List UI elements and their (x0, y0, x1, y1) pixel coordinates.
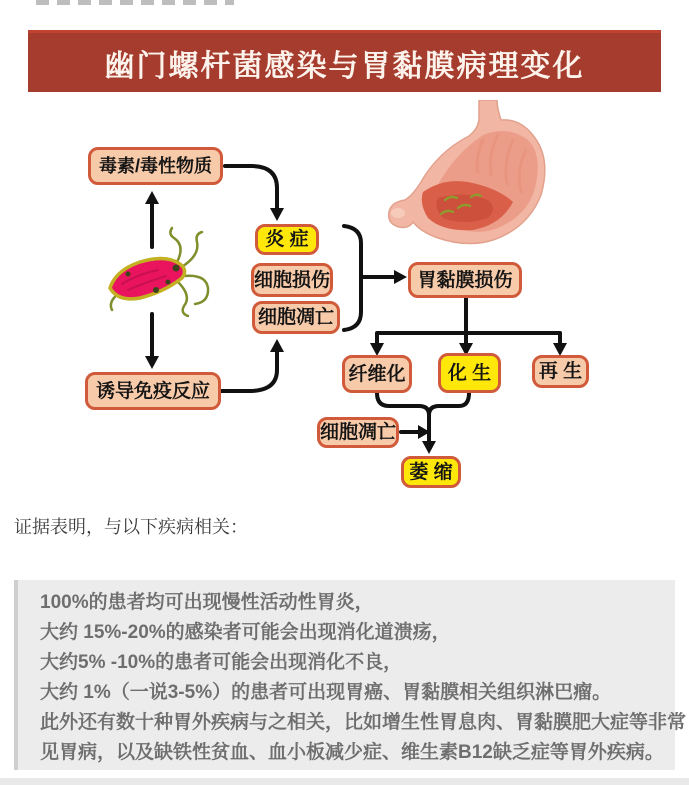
flow-box-atrophy: 萎 缩 (401, 456, 461, 488)
h-pylori-bacterium-illustration (98, 226, 213, 318)
flow-box-mucosa-damage: 胃黏膜损伤 (408, 262, 522, 298)
flow-box-inflammation: 炎 症 (255, 224, 319, 255)
evidence-line: 见胃病，以及缺铁性贫血、血小板减少症、维生素B12缺乏症等胃外疾病。 (40, 742, 664, 763)
stomach-illustration (383, 100, 553, 250)
evidence-box (14, 580, 687, 770)
flow-box-immune: 诱导免疫反应 (85, 372, 221, 410)
flow-box-fibrosis: 纤维化 (342, 355, 412, 393)
page-title: 幽门螺杆菌感染与胃黏膜病理变化 (104, 49, 585, 83)
evidence-caption: 证据表明，与以下疾病相关： (14, 517, 248, 537)
flow-box-regeneration: 再 生 (532, 355, 589, 388)
evidence-line: 大约5% -10%的患者可能会出现消化不良， (40, 652, 403, 673)
evidence-line: 大约 1%（一说3-5%）的患者可出现胃癌、胃黏膜相关组织淋巴瘤。 (40, 682, 612, 703)
next-section-edge (0, 778, 689, 785)
flow-box-cell-apoptosis-2: 细胞凋亡 (317, 417, 399, 448)
evidence-line: 100%的患者均可出现慢性活动性胃炎， (40, 592, 374, 613)
flow-box-metaplasia: 化 生 (438, 353, 501, 393)
flow-box-toxin: 毒素/毒性物质 (88, 147, 223, 185)
flow-box-cell-damage: 细胞损伤 (251, 263, 333, 297)
flow-box-cell-apoptosis-1: 细胞凋亡 (252, 301, 340, 334)
evidence-line: 大约 15%-20%的感染者可能会出现消化道溃疡， (40, 622, 451, 643)
evidence-line: 此外还有数十种胃外疾病与之相关，比如增生性胃息肉、胃黏膜肥大症等非常 (40, 712, 687, 733)
